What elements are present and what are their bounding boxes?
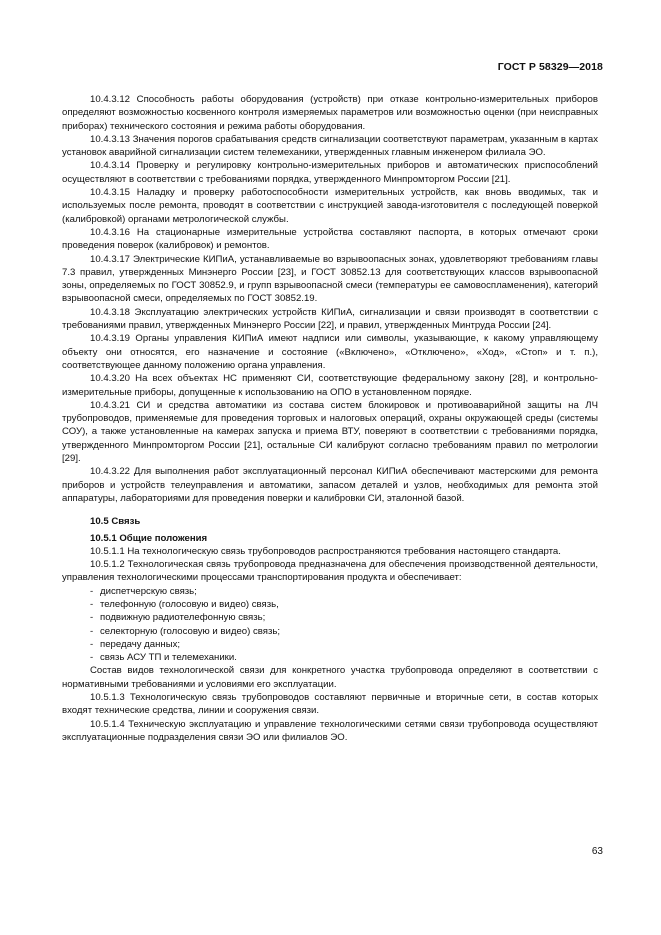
section-heading: 10.5 Связь	[90, 516, 141, 528]
paragraph-10-5-1-1: 10.5.1.1 На технологическую связь трубопроводов распространяются требования настоящего стандарта.	[90, 545, 561, 557]
paragraph-10-4-3-13: 10.4.3.13 Значения порогов срабатывания средств сигнализации соответствуют параметрам, указанным в картах установок аварийной сигнализации систем телемеханики, утвержденных главным инженером филиала ЭО.	[62, 133, 598, 159]
paragraph-10-4-3-18: 10.4.3.18 Эксплуатацию электрических устройств КИПиА, сигнализации и связи производят в соответствии с требованиями правил, утвержденных Минэнерго России [22], и правил, утвержденных Минтруда России [24].	[62, 306, 598, 332]
document-code-header: ГОСТ Р 58329—2018	[497, 61, 603, 73]
paragraph-10-4-3-20: 10.4.3.20 На всех объектах НС применяют СИ, соответствующие федеральному закону [28], и контрольно-измерительные приборы, допущенные к использованию на ОПО в установленном порядке.	[62, 373, 598, 398]
page-body	[62, 93, 598, 744]
list-item: - передачу данных;	[90, 638, 181, 650]
subsection-heading: 10.5.1 Общие положения	[90, 532, 208, 544]
paragraph-10-5-1-4: 10.5.1.4 Техническую эксплуатацию и управление технологическими сетями связи трубопровода осуществляют эксплуатационные подразделения связи ЭО или филиалов ЭО.	[62, 718, 598, 743]
paragraph-10-4-3-16: 10.4.3.16 На стационарные измерительные устройства составляют паспорта, в которых отмечают сроки проведения поверок (калибровок) и ремонтов.	[62, 226, 598, 252]
paragraph-10-4-3-17: 10.4.3.17 Электрические КИПиА, устанавливаемые во взрывоопасных зонах, удовлетворяют требованиям главы 7.3 правил, утвержденных Минэнерго России [23], и ГОСТ 30852.13 для соответствующих классов взрывоопасной зоны, определяемых по ГОСТ 30852.9, и групп взрывоопасной смеси (температуры ее самовоспламенения), категорий взрывоопасной смеси, определяемых по ГОСТ 30852.19.	[62, 253, 598, 305]
communication-types-list	[62, 585, 598, 665]
paragraph-10-4-3-22: 10.4.3.22 Для выполнения работ эксплуатационный персонал КИПиА обеспечивают мастерскими для ремонта приборов и устройств телеуправления и автоматики, запасом деталей и узлов, необходимых для ремонта этой аппаратуры, лабораториями для проведения поверки и калибровки СИ, эталонной базой.	[62, 466, 598, 504]
list-item: - телефонную (голосовую и видео) связь,	[90, 598, 279, 610]
page-number: 63	[591, 846, 603, 857]
list-item: - связь АСУ ТП и телемеханики.	[90, 652, 237, 664]
list-item: - подвижную радиотелефонную связь;	[90, 612, 266, 624]
paragraph-composition: Состав видов технологической связи для конкретного участка трубопровода определяют в соответствии с нормативными требованиями и условиями его эксплуатации.	[62, 665, 598, 690]
paragraph-10-5-1-3: 10.5.1.3 Технологическую связь трубопроводов составляют первичные и вторичные сети, в состав которых входят технические средства, линии и сооружения связи.	[62, 692, 598, 717]
paragraph-10-4-3-14: 10.4.3.14 Проверку и регулировку контрольно-измерительных приборов и автоматических приспособлений осуществляют в соответствии с требованиями порядка, утвержденного Минпромторгом России [21].	[62, 160, 598, 185]
paragraph-10-4-3-21: 10.4.3.21 СИ и средства автоматики из состава систем блокировок и противоаварийной защиты на ЛЧ трубопроводов, применяемые для проведения торговых и налоговых операций, охраны окружающей среды (системы СОУ), а также установленные на камерах запуска и приема ВТУ, поверяют в соответствии с требованиями порядка, утвержденного Минпромторгом России [21], остальные СИ калибруют согласно требованиям правил по метрологии [29].	[62, 399, 598, 465]
paragraph-10-4-3-19: 10.4.3.19 Органы управления КИПиА имеют надписи или символы, указывающие, к какому управляющему объекту они относятся, его назначение и состояние («Включено», «Отключено», «Ход», «Стоп» и т. п.), соответствующее данному положению органа управления.	[62, 333, 598, 371]
list-item: - селекторную (голосовую и видео) связь;	[90, 625, 281, 637]
paragraph-10-5-1-2: 10.5.1.2 Технологическая связь трубопровода предназначена для обеспечения производственной деятельности, управления технологическими процессами транспортирования продукта и обеспечивает:	[62, 559, 598, 584]
list-item: - диспетчерскую связь;	[90, 585, 197, 597]
paragraph-10-4-3-12: 10.4.3.12 Способность работы оборудования (устройств) при отказе контрольно-измерительных приборов определяют возможностью косвенного контроля измеряемых параметров или возможностью оценки (при неисправных приборах) технического состояния и режима работы оборудования.	[62, 94, 598, 132]
paragraph-10-4-3-15: 10.4.3.15 Наладку и проверку работоспособности измерительных устройств, как вновь вводимых, так и используемых после ремонта, проводят в соответствии с инструкцией завода-изготовителя с последующей поверкой (калибровкой) органами метрологической службы.	[62, 187, 598, 225]
